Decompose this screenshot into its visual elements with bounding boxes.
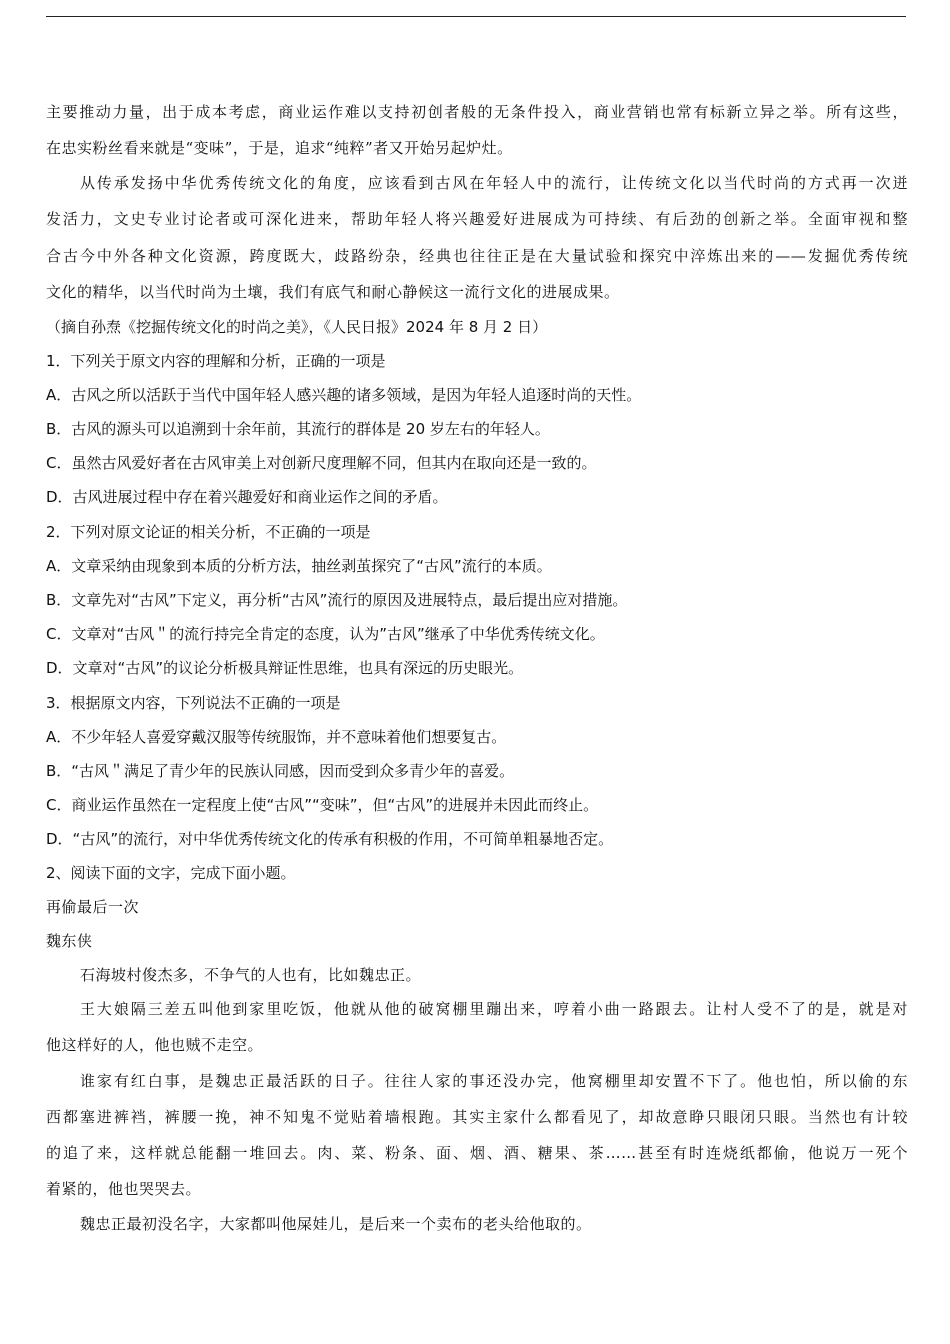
story-text: 魏忠正最初没名字，大家都叫他屎娃儿，是后来一个卖布的老头给他取的。 [80,1215,592,1233]
story-text: 谁家有红白事，是魏忠正最活跃的日子。往往人家的事还没办完，他窝棚里却安置不下了。他也怕，所以偷的东 [80,1071,908,1090]
question-stem-row [46,685,908,720]
paragraph-line [46,310,908,343]
option-row [46,822,908,856]
passage-text: 在忠实粉丝看来就是“变味”，于是，追求“纯粹”者又开始另起炉灶。 [46,139,513,157]
paragraph-line [46,274,908,310]
story-text: 他这样好的人，他也贼不走空。 [46,1035,264,1054]
option-b: B．“古风＂满足了青少年的民族认同感，因而受到众多青少年的喜爱。 [46,762,515,780]
option-row [46,754,908,788]
option-row [46,651,908,685]
section-instruction: 2、阅读下面的文字，完成下面小题。 [46,864,296,882]
option-row [46,412,908,446]
story-author-row [46,924,908,958]
option-row [46,788,908,822]
option-row [46,617,908,651]
paragraph-line [46,1135,908,1171]
option-c: C．虽然古风爱好者在古风审美上对创新尺度理解不同，但其内在取向还是一致的。 [46,454,597,472]
paragraph-line [46,237,908,274]
option-c: C．文章对“古风＂的流行持完全肯定的态度，认为”古风”继承了中华优秀传统文化。 [46,625,605,643]
paragraph-line [46,1207,908,1241]
story-title-row [46,890,908,924]
option-b: B．文章先对“古风”下定义，再分析“古风”流行的原因及进展特点，最后提出应对措施。 [46,591,628,609]
option-b: B．古风的源头可以追溯到十余年前，其流行的群体是 20 岁左右的年轻人。 [46,420,550,438]
passage-text: 合古今中外各种文化资源，跨度既大，歧路纷杂，经典也往往正是在大量试验和探究中淬炼出来的——发掘优秀传统 [46,246,908,265]
paragraph-line [46,166,908,200]
paragraph-line [46,94,908,130]
story-author: 魏东侠 [46,932,93,950]
story-text: 着紧的，他也哭哭去。 [46,1180,202,1198]
story-text: 石海坡村俊杰多，不争气的人也有，比如魏忠正。 [80,966,422,984]
question-stem: 3．根据原文内容，下列说法不正确的一项是 [46,693,341,712]
option-c: C．商业运作虽然在一定程度上使“古风”“变味”，但“古风”的进展并未因此而终止。 [46,796,599,814]
paragraph-line [46,130,908,166]
question-stem-row [46,514,908,549]
paragraph-line [46,1063,908,1098]
option-a: A．文章采纳由现象到本质的分析方法，抽丝剥茧探究了“古风”流行的本质。 [46,557,552,575]
option-row [46,446,908,480]
option-a: A．古风之所以活跃于当代中国年轻人感兴趣的诸多领域，是因为年轻人追逐时尚的天性。 [46,386,642,404]
passage-text: 从传承发扬中华优秀传统文化的角度，应该看到古风在年轻人中的流行，让传统文化以当代时尚的方式再一次迸 [80,174,908,192]
paragraph-line [46,1098,908,1135]
story-text: 王大娘隔三差五叫他到家里吃饭，他就从他的破窝棚里蹦出来，哼着小曲一路跟去。让村人受不了的是，就是对 [80,1000,908,1018]
paragraph-line [46,958,908,992]
passage-text: 文化的精华，以当代时尚为土壤，我们有底气和耐心静候这一流行文化的进展成果。 [46,283,620,301]
option-a: A．不少年轻人喜爱穿戴汉服等传统服饰，并不意味着他们想要复古。 [46,728,507,746]
story-title: 再偷最后一次 [46,898,140,916]
source-citation: （摘自孙焘《挖掘传统文化的时尚之美》，《人民日报》2024 年 8 月 2 日） [46,317,548,336]
option-d: D．“古风”的流行，对中华优秀传统文化的传承有积极的作用，不可简单粗暴地否定。 [46,830,614,848]
option-row [46,480,908,514]
paragraph-line [46,200,908,237]
section-instruction-row [46,856,908,890]
passage-text: 发活力，文史专业讨论者或可深化进来，帮助年轻人将兴趣爱好进展成为可持续、有后劲的创新之举。全面审视和整 [46,209,908,228]
story-text: 西都塞进裤裆，裤腰一挽，神不知鬼不觉贴着墙根跑。其实主家什么都看见了，却故意睁只眼闭只眼。当然也有计较 [46,1107,908,1126]
top-rule [46,16,906,17]
option-row [46,549,908,583]
question-stem-row [46,343,908,378]
question-stem: 2．下列对原文论证的相关分析，不正确的一项是 [46,522,371,541]
document-body [46,94,908,1241]
paragraph-line [46,1026,908,1063]
question-stem: 1．下列关于原文内容的理解和分析，正确的一项是 [46,351,386,370]
option-d: D．文章对“古风”的议论分析极具辩证性思维，也具有深远的历史眼光。 [46,659,524,677]
option-d: D．古风进展过程中存在着兴趣爱好和商业运作之间的矛盾。 [46,488,448,506]
passage-text: 主要推动力量，出于成本考虑，商业运作难以支持初创者般的无条件投入，商业营销也常有标新立异之举。所有这些， [46,103,908,121]
paragraph-line [46,992,908,1026]
story-text: 的追了来，这样就总能翻一堆回去。肉、菜、粉条、面、烟、酒、糖果、茶……甚至有时连烧纸都偷，他说万一死个 [46,1144,908,1162]
option-row [46,583,908,617]
paragraph-line [46,1171,908,1207]
option-row [46,378,908,412]
option-row [46,720,908,754]
